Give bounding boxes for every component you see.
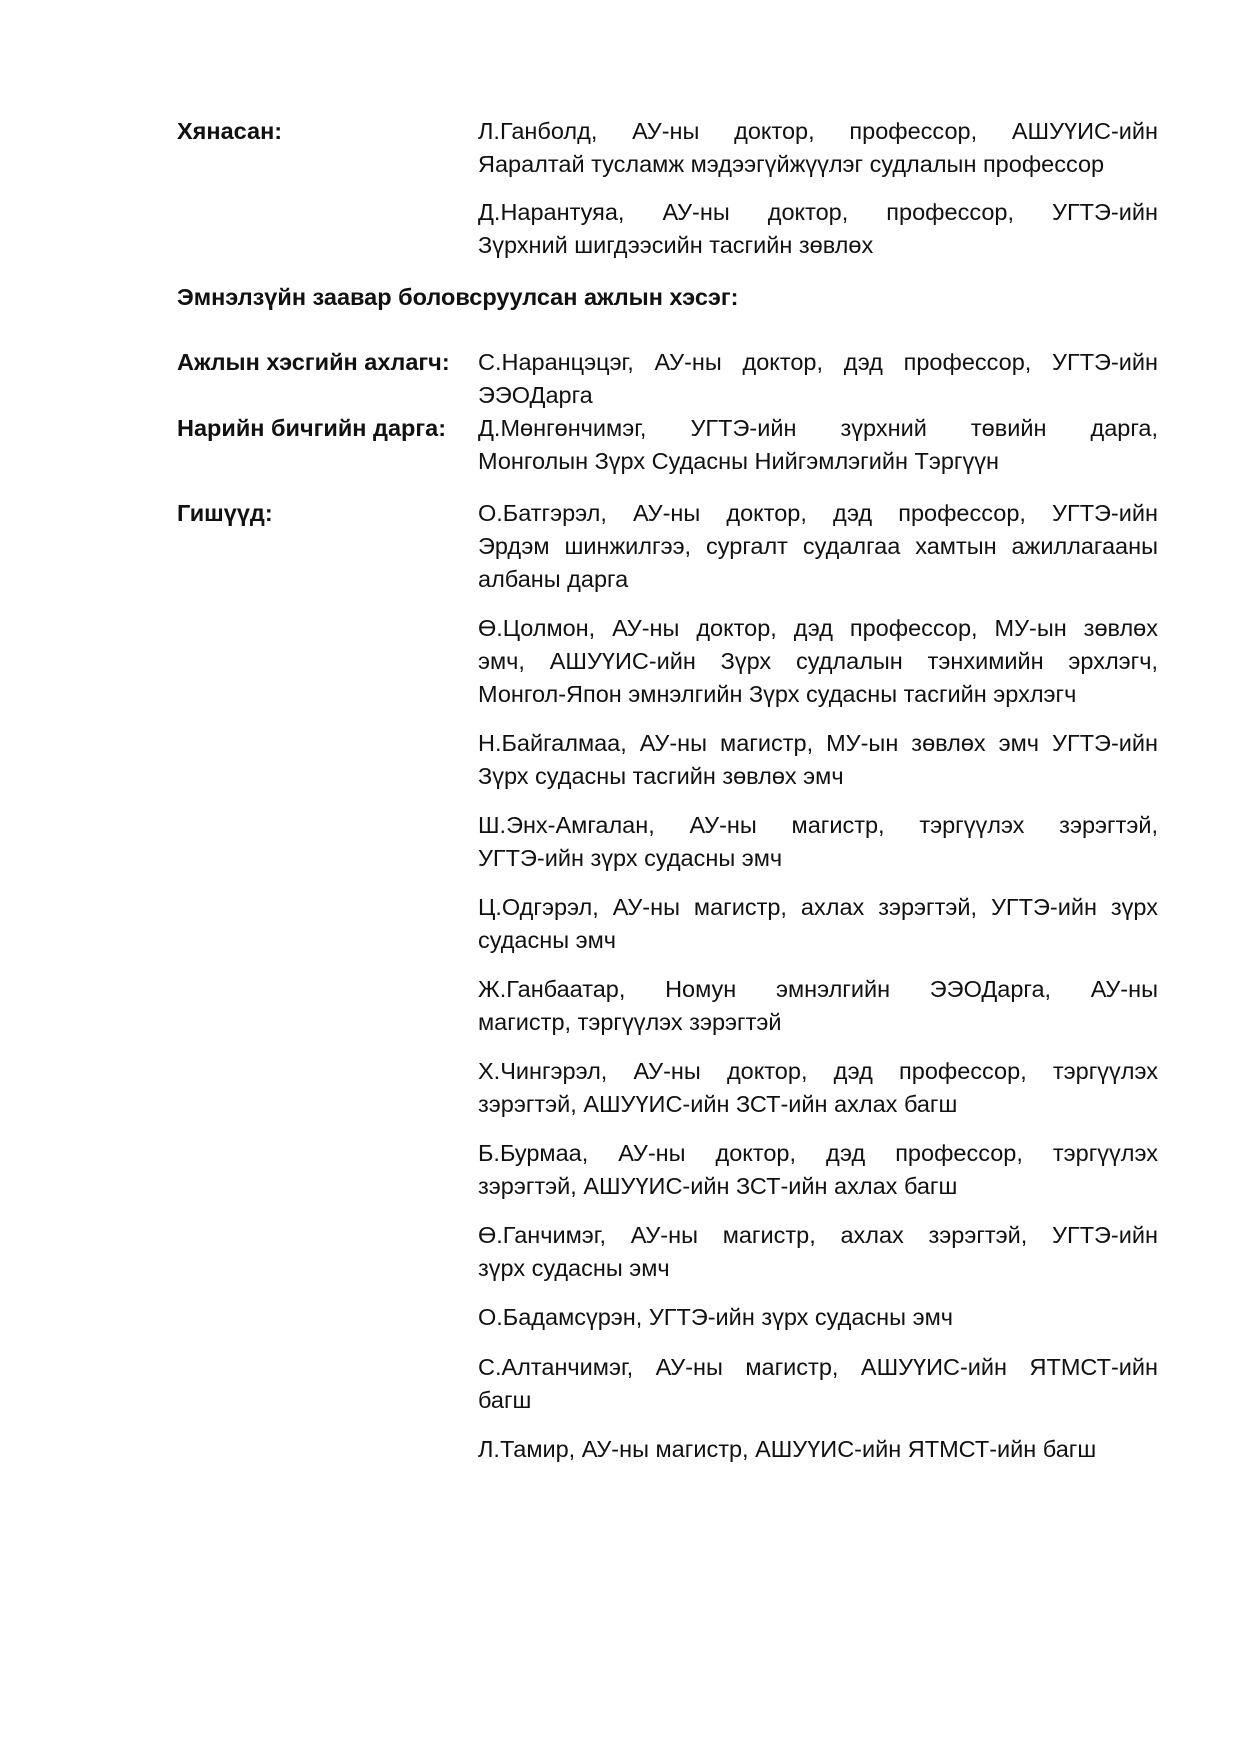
- member-entry: [478, 1433, 1158, 1466]
- entry-line: Н.Байгалмаа, АУ-ны магистр, МУ-ын зөвлөх эмч УГТЭ-ийн: [478, 730, 1158, 756]
- entry-line: Ө.Ганчимэг, АУ-ны магистр, ахлах зэрэгтэй, УГТЭ-ийн: [478, 1222, 1158, 1248]
- member-entry: [478, 1351, 1158, 1417]
- entry-line: Яаралтай тусламж мэдээгүйжүүлэг судлалын профессор: [478, 151, 1105, 177]
- entry-line: Б.Бурмаа, АУ-ны доктор, дэд профессор, тэргүүлэх: [478, 1140, 1158, 1166]
- reviewer-entry: [478, 196, 1158, 262]
- entry-line: Л.Тамир, АУ-ны магистр, АШУҮИС-ийн ЯТМСТ-ийн багш: [478, 1436, 1097, 1462]
- entry-line: зэрэгтэй, АШУҮИС-ийн ЗСТ-ийн ахлах багш: [478, 1091, 958, 1117]
- entry-line: О.Батгэрэл, АУ-ны доктор, дэд профессор, УГТЭ-ийн: [478, 500, 1158, 526]
- entry-line: багш: [478, 1387, 532, 1413]
- member-entry: [478, 727, 1158, 793]
- entry-line: ЭЭОДарга: [478, 382, 593, 408]
- entry-line: Д.Мөнгөнчимэг, УГТЭ-ийн зүрхний төвийн дарга,: [478, 415, 1158, 441]
- entry-line: Монгол-Япон эмнэлгийн Зүрх судасны тасгийн эрхлэгч: [478, 681, 1077, 707]
- member-entry: [478, 497, 1158, 596]
- entry-line: Л.Ганболд, АУ-ны доктор, профессор, АШУҮИС-ийн: [478, 118, 1158, 144]
- member-entry: [478, 973, 1158, 1039]
- member-entry: [478, 1301, 1158, 1334]
- members-label: Гишүүд:: [177, 500, 273, 526]
- member-entry: [478, 891, 1158, 957]
- entry-line: Монголын Зүрх Судасны Нийгэмлэгийн Тэргүүн: [478, 448, 999, 474]
- entry-line: магистр, тэргүүлэх зэрэгтэй: [478, 1009, 782, 1035]
- entry-line: зэрэгтэй, АШУҮИС-ийн ЗСТ-ийн ахлах багш: [478, 1173, 958, 1199]
- entry-line: эмч, АШУҮИС-ийн Зүрх судлалын тэнхимийн эрхлэгч,: [478, 648, 1158, 674]
- entry-line: Ж.Ганбаатар, Номун эмнэлгийн ЭЭОДарга, АУ-ны: [478, 976, 1158, 1002]
- member-entry: [478, 1137, 1158, 1203]
- entry-line: Ц.Одгэрэл, АУ-ны магистр, ахлах зэрэгтэй, УГТЭ-ийн зүрх: [478, 894, 1158, 920]
- leader-label: Ажлын хэсгийн ахлагч:: [177, 349, 450, 375]
- entry-line: зүрх судасны эмч: [478, 1255, 670, 1281]
- leader-entry: [478, 346, 1158, 412]
- entry-line: Зүрх судасны тасгийн зөвлөх эмч: [478, 763, 844, 789]
- entry-line: Д.Нарантуяа, АУ-ны доктор, профессор, УГТЭ-ийн: [478, 199, 1158, 225]
- entry-line: УГТЭ-ийн зүрх судасны эмч: [478, 845, 783, 871]
- secretary-label: Нарийн бичгийн дарга:: [177, 415, 447, 441]
- reviewed-label: Хянасан:: [177, 118, 283, 144]
- entry-line: Зүрхний шигдээсийн тасгийн зөвлөх: [478, 232, 874, 258]
- entry-line: С.Алтанчимэг, АУ-ны магистр, АШУҮИС-ийн ЯТМСТ-ийн: [478, 1354, 1158, 1380]
- entry-line: албаны дарга: [478, 566, 629, 592]
- entry-line: С.Наранцэцэг, АУ-ны доктор, дэд профессор, УГТЭ-ийн: [478, 349, 1158, 375]
- reviewer-entry: [478, 115, 1158, 181]
- working-group-heading: Эмнэлзүйн заавар боловсруулсан ажлын хэсэг:: [177, 284, 739, 310]
- entry-line: судасны эмч: [478, 927, 617, 953]
- secretary-entry: [478, 412, 1158, 478]
- entry-line: Эрдэм шинжилгээ, сургалт судалгаа хамтын ажиллагааны: [478, 533, 1158, 559]
- entry-line: Ө.Цолмон, АУ-ны доктор, дэд профессор, МУ-ын зөвлөх: [478, 615, 1158, 641]
- entry-line: Х.Чингэрэл, АУ-ны доктор, дэд профессор, тэргүүлэх: [478, 1058, 1158, 1084]
- member-entry: [478, 1219, 1158, 1285]
- member-entry: [478, 1055, 1158, 1121]
- entry-line: О.Бадамсүрэн, УГТЭ-ийн зүрх судасны эмч: [478, 1304, 953, 1330]
- entry-line: Ш.Энх-Амгалан, АУ-ны магистр, тэргүүлэх зэрэгтэй,: [478, 812, 1158, 838]
- member-entry: [478, 809, 1158, 875]
- member-entry: [478, 612, 1158, 711]
